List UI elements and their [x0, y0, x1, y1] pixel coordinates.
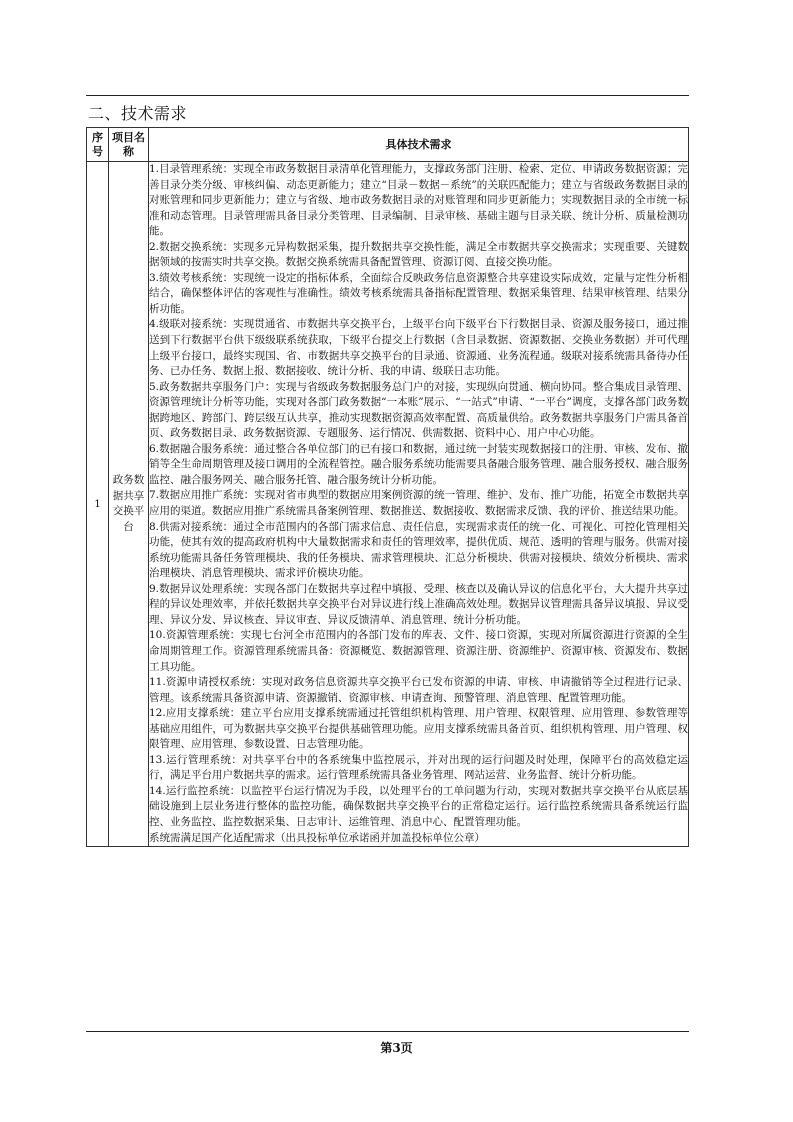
requirements-table: [86, 127, 689, 847]
spec-paragraph: 9.数据异议处理系统：实现各部门在数据共享过程中填报、受理、核查以及确认异议的信息化平台，大大提升共享过程的异议处理效率，并依托数据共享交换平台对异议进行线上准确高效处理。数据异议管理需具备异议填报、异议受理、异议分发、异议核查、异议审查、异议反馈清单、消息管理、统计分析功能。: [149, 582, 688, 626]
spec-paragraph: 7.数据应用推广系统：实现对省市典型的数据应用案例资源的统一管理、维护、发布、推广功能，拓宽全市数据共享应用的渠道。数据应用推广系统需具备案例管理、数据推送、数据接收、数据需求反馈、我的评价、推送结果功能。: [149, 489, 688, 518]
table-header-row: [87, 128, 689, 162]
section-title: 二、技术需求: [88, 104, 188, 123]
page-number: 第3页: [380, 1041, 413, 1055]
footer-rule: [86, 1031, 689, 1032]
row-item-name: 政务数据共享交换平台: [109, 162, 149, 847]
spec-paragraph: 11.资源申请授权系统：实现对政务信息资源共享交换平台已发布资源的申请、审核、申请撤销等全过程进行记录、管理。该系统需具备资源申请、资源撤销、资源审核、申请查询、预警管理、消息管理、配置管理功能。: [149, 676, 688, 704]
spec-paragraph: 14.运行监控系统：以监控平台运行情况为手段，以处理平台的工单问题为行动，实现对数据共享交换平台从底层基础设施到上层业务进行整体的监控功能，确保数据共享交换平台的正常稳定运行。运行监控系统需具备系统运行监控、业务监控、监控数据采集、日志审计、运维管理、消息中心、配置管理功能。: [149, 784, 688, 828]
header-rule: [86, 95, 689, 96]
spec-paragraph: 10.资源管理系统：实现七台河全市范围内的各部门发布的库表、文件、接口资源，实现对所属资源进行资源的全生命周期管理工作。资源管理系统需具备：资源概览、数据源管理、资源注册、资源维护、资源审核、资源发布、数据工具功能。: [149, 629, 688, 673]
header-spec: 具体技术需求: [149, 128, 689, 162]
spec-paragraph: 6.数据融合服务系统：通过整合各单位部门的已有接口和数据，通过统一封装实现数据接口的注册、审核、发布、撤销等全生命周期管理及接口调用的全流程管控。融合服务系统功能需要具备融合服务管理、融合服务授权、融合服务监控、融合服务网关、融合服务托管、融合服务统计分析功能。: [149, 442, 688, 486]
spec-paragraph: 12.应用支撑系统：建立平台应用支撑系统需通过托管组织机构管理、用户管理、权限管理、应用管理、参数管理等基础应用组件，可为数据共享交换平台提供基础管理功能。应用支撑系统需具备首页、组织机构管理、用户管理、权限管理、应用管理、参数设置、日志管理功能。: [149, 707, 688, 751]
header-index: 序号: [87, 128, 109, 162]
spec-paragraph: 系统需满足国产化适配需求（出具投标单位承诺函并加盖投标单位公章）: [149, 831, 485, 844]
row-spec-content: [149, 162, 689, 847]
spec-paragraph: 8.供需对接系统：通过全市范围内的各部门需求信息、责任信息，实现需求责任的统一化、可视化、可控化管理相关功能，使其有效的提高政府机构中大量数据需求和责任的管理效率，提供优质、规范、透明的管理与服务。供需对接系统功能需具备任务管理模块、我的任务模块、需求管理模块、汇总分析模块、供需对接模块、绩效分析模块、需求治理模块、消息管理模块、需求评价模块功能。: [149, 520, 688, 580]
spec-paragraph: 1.目录管理系统：实现全市政务数据目录清单化管理能力，支撑政务部门注册、检索、定位、申请政务数据资源；完善目录分类分级、审核纠偏、动态更新能力；建立“目录－数据－系统”的关联匹配能力；建立与省级政务数据目录的对账管理和同步更新能力；建立与省级、地市政务数据目录的对账管理和同步更新能力；实现数据目录的全市统一标准和动态管理。目录管理需具备目录分类管理、目录编制、目录审核、基础主题与目录关联、统计分析、质量检测功能。: [149, 163, 688, 238]
spec-paragraph: 4.级联对接系统：实现贯通省、市数据共享交换平台，上级平台向下级平台下行数据目录、资源及服务接口，通过推送到下行数据平台供下级级联系统获取，下级平台提交上行数据（含目录数据、资源数据、交换业务数据）并可代理上级平台接口，最终实现国、省、市数据共享交换平台的目录通、资源通、业务流程通。级联对接系统需具备待办任务、已办任务、数据上报、数据接收、统计分析、我的申请、级联日志功能。: [149, 318, 688, 378]
spec-paragraph: 13.运行管理系统：对共享平台中的各系统集中监控展示，并对出现的运行问题及时处理，保障平台的高效稳定运行，满足平台用户数据共享的需求。运行管理系统需具备业务管理、网站运营、业务监督、统计分析功能。: [149, 753, 688, 782]
spec-paragraph: 5.政务数据共享服务门户：实现与省级政务数据服务总门户的对接，实现纵向贯通、横向协同。整合集成目录管理、资源管理统计分析等功能，实现对各部门政务数据“一本账”展示、“一站式”申请、“一平台”调度，支撑各部门政务数据跨地区、跨部门、跨层级互认共享，推动实现数据资源高效率配置、高质量供给。政务数据共享服务门户需具备首页、政务数据目录、政务数据资源、专题服务、运行情况、供需数据、资料中心、用户中心功能。: [149, 380, 688, 440]
row-index: 1: [87, 162, 109, 847]
table-row: [87, 162, 689, 847]
spec-paragraph: 3.绩效考核系统：实现统一设定的指标体系，全面综合反映政务信息资源整合共享建设实际成效，定量与定性分析相结合，确保整体评估的客观性与准确性。绩效考核系统需具备指标配置管理、数据采集管理、结果审核管理、结果分析功能。: [149, 271, 688, 315]
spec-paragraph: 2.数据交换系统：实现多元异构数据采集，提升数据共享交换性能，满足全市数据共享交换需求；实现重要、关键数据领域的按需实时共享交换。数据交换系统需具备配置管理、资源订阅、直接交换功能。: [149, 240, 688, 269]
header-item-name: 项目名称: [109, 128, 149, 162]
